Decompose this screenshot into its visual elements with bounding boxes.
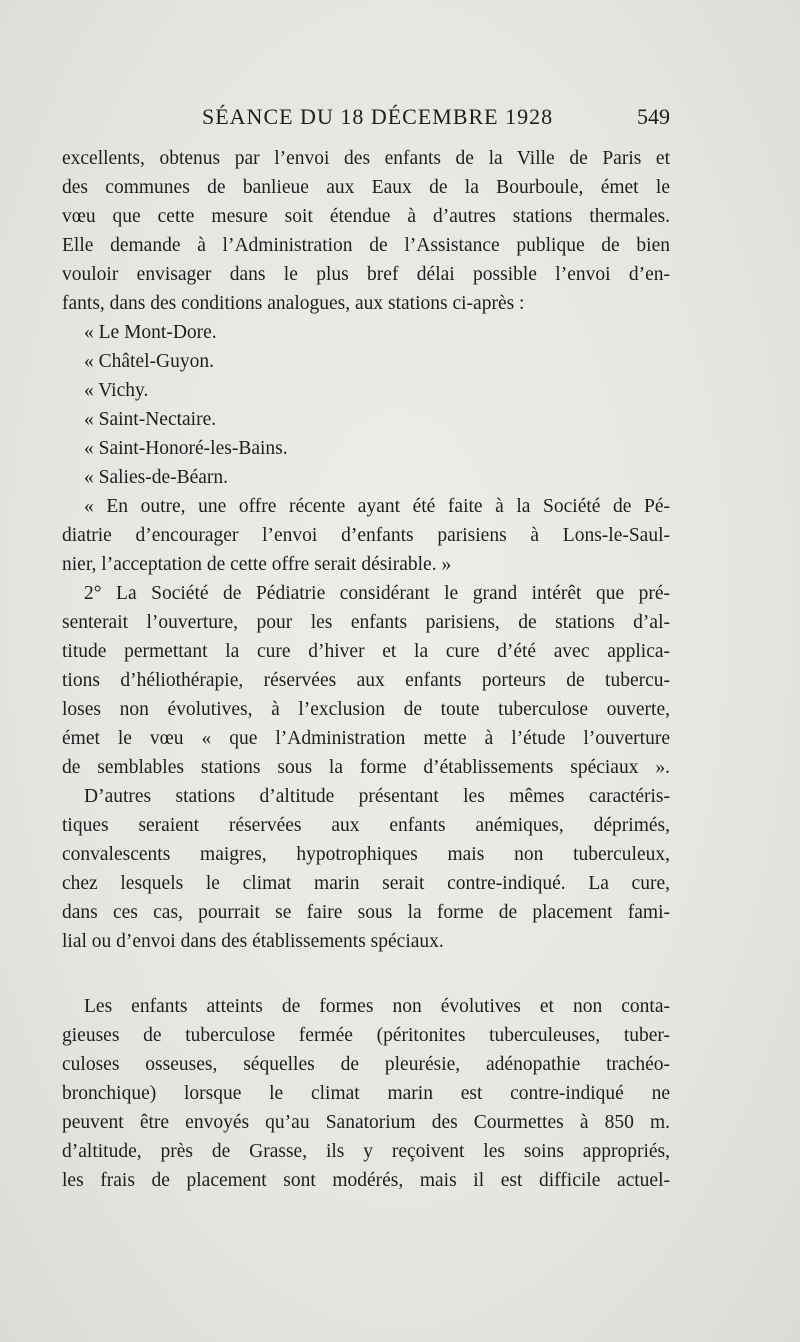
text-line: d’altitude, près de Grasse, ils y reçoivent les soins appropriés, (62, 1141, 670, 1162)
text-line: vœu que cette mesure soit étendue à d’autres stations thermales. (62, 206, 670, 227)
list-item: « Vichy. (84, 380, 149, 401)
text-line: nier, l’acceptation de cette offre serait désirable. » (62, 554, 452, 575)
page-header (62, 100, 670, 134)
text-line: fants, dans des conditions analogues, aux stations ci-après : (62, 293, 525, 314)
list-item: « Le Mont-Dore. (84, 322, 217, 343)
text-line: 2° La Société de Pédiatrie considérant le grand intérêt que pré- (84, 583, 670, 604)
text-line: peuvent être envoyés qu’au Sanatorium des Courmettes à 850 m. (62, 1112, 670, 1133)
text-line: les frais de placement sont modérés, mais il est difficile actuel- (62, 1170, 670, 1191)
page-number: 549 (637, 104, 670, 129)
text-line: titude permettant la cure d’hiver et la cure d’été avec applica- (62, 641, 670, 662)
text-line: chez lesquels le climat marin serait contre-indiqué. La cure, (62, 873, 670, 894)
list-item: « Châtel-Guyon. (84, 351, 214, 372)
text-line: lial ou d’envoi dans des établissements spéciaux. (62, 931, 444, 952)
text-line: Les enfants atteints de formes non évolutives et non conta- (84, 996, 670, 1017)
body-text (62, 144, 670, 1195)
text-line: senterait l’ouverture, pour les enfants parisiens, de stations d’al- (62, 612, 670, 633)
text-line: diatrie d’encourager l’envoi d’enfants parisiens à Lons-le-Saul- (62, 525, 670, 546)
text-line: gieuses de tuberculose fermée (péritonites tuberculeuses, tuber- (62, 1025, 670, 1046)
text-line: bronchique) lorsque le climat marin est contre-indiqué ne (62, 1083, 670, 1104)
text-line: vouloir envisager dans le plus bref délai possible l’envoi d’en- (62, 264, 670, 285)
running-title: SÉANCE DU 18 DÉCEMBRE 1928 (202, 104, 554, 129)
text-line: de semblables stations sous la forme d’établissements spéciaux ». (62, 757, 670, 778)
text-line: émet le vœu « que l’Administration mette à l’étude l’ouverture (62, 728, 670, 749)
list-item: « Saint-Honoré-les-Bains. (84, 438, 288, 459)
text-line: dans ces cas, pourrait se faire sous la forme de placement fami- (62, 902, 670, 923)
list-item: « Salies-de-Béarn. (84, 467, 229, 488)
text-line: loses non évolutives, à l’exclusion de toute tuberculose ouverte, (62, 699, 670, 720)
text-line: Elle demande à l’Administration de l’Assistance publique de bien (62, 235, 670, 256)
text-line: des communes de banlieue aux Eaux de la Bourboule, émet le (62, 177, 670, 198)
text-line: tiques seraient réservées aux enfants anémiques, déprimés, (62, 815, 670, 836)
text-line: D’autres stations d’altitude présentant les mêmes caractéris- (84, 786, 670, 807)
text-line: « En outre, une offre récente ayant été faite à la Société de Pé- (84, 496, 670, 517)
text-line: culoses osseuses, séquelles de pleurésie, adénopathie trachéo- (62, 1054, 670, 1075)
text-line: tions d’héliothérapie, réservées aux enfants porteurs de tubercu- (62, 670, 670, 691)
paragraph-gap (62, 956, 670, 992)
list-item: « Saint-Nectaire. (84, 409, 217, 430)
text-line: excellents, obtenus par l’envoi des enfants de la Ville de Paris et (62, 148, 670, 169)
text-line: convalescents maigres, hypotrophiques mais non tuberculeux, (62, 844, 670, 865)
